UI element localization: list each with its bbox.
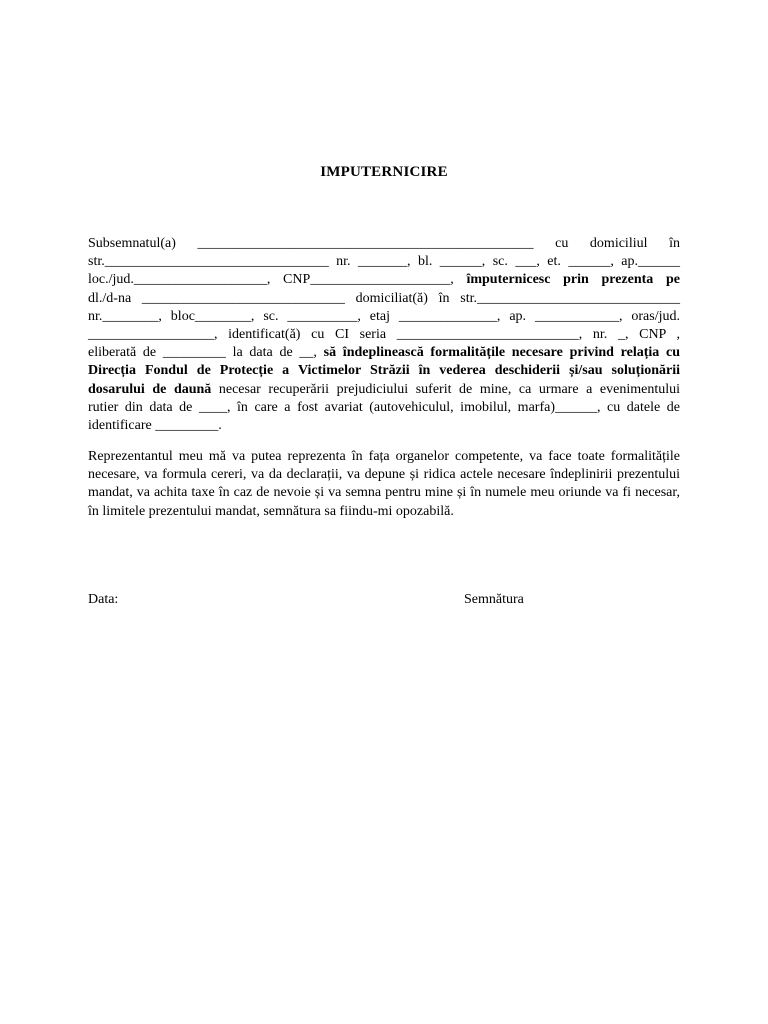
text-run: identificare _________. bbox=[88, 418, 222, 434]
authorization-details-paragraph bbox=[88, 235, 680, 435]
paragraph-line bbox=[88, 235, 680, 253]
paragraph-line bbox=[88, 362, 680, 380]
bold-text-run: Direcția Fondul de Protecție a Victimelor Străzii în vederea deschiderii și/sau soluționării bbox=[88, 363, 680, 379]
date-label: Data: bbox=[88, 592, 119, 607]
text-run: rutier din data de ____, în care a fost avariat (autovehiculul, imobilul, marfa)______, cu datele de bbox=[88, 399, 680, 415]
text-run: Subsemnatul(a) ________________________________________________ cu domiciliul în bbox=[88, 236, 680, 251]
bold-text-run: împuternicesc prin prezenta pe bbox=[466, 272, 680, 288]
text-run: loc./jud.___________________, CNP____________________, bbox=[88, 272, 467, 288]
paragraph-line bbox=[88, 253, 680, 271]
bold-text-run: să îndeplinească formalitățile necesare privind relația cu bbox=[323, 345, 680, 361]
paragraph-line bbox=[88, 417, 680, 435]
mandate-scope-paragraph: Reprezentantul meu mă va putea reprezenta în fața organelor competente, va face toate formalitățile necesare, va formula cereri, va da declarații, va depune și ridica actele necesare îndeplinirii prezentului mandat, va achita taxe în caz de nevoie și va semna pentru mine și în numele meu oriunde va fi necesar, în limitele prezentului mandat, semnătura sa fiindu-mi opozabilă. bbox=[88, 449, 680, 519]
paragraph-line bbox=[88, 271, 680, 289]
text-run: nr.________, bloc________, sc. __________, etaj ______________, ap. ____________, oras/jud. bbox=[88, 308, 680, 324]
paragraph-line bbox=[88, 344, 680, 362]
paragraph-line bbox=[88, 308, 680, 326]
text-run: __________________, identificat(ă) cu CI seria __________________________, nr. _, CNP , bbox=[88, 327, 680, 343]
paragraph-line bbox=[88, 381, 680, 399]
text-run: eliberată de _________ la data de __, bbox=[88, 345, 324, 361]
document-title: IMPUTERNICIRE bbox=[320, 164, 448, 180]
text-run: necesar recuperării prejudiciului suferit de mine, ca urmare a evenimentului bbox=[211, 381, 680, 397]
text-run: dl./d-na _____________________________ domiciliat(ă) în str._____________________________ bbox=[88, 290, 680, 306]
signature-label: Semnătura bbox=[464, 592, 524, 607]
text-run: str.________________________________ nr. _______, bl. ______, sc. ___, et. ______, ap.______ bbox=[88, 254, 680, 270]
paragraph-line bbox=[88, 290, 680, 308]
paragraph-line bbox=[88, 399, 680, 417]
bold-text-run: dosarului de daună bbox=[88, 381, 212, 397]
paragraph-line bbox=[88, 326, 680, 344]
